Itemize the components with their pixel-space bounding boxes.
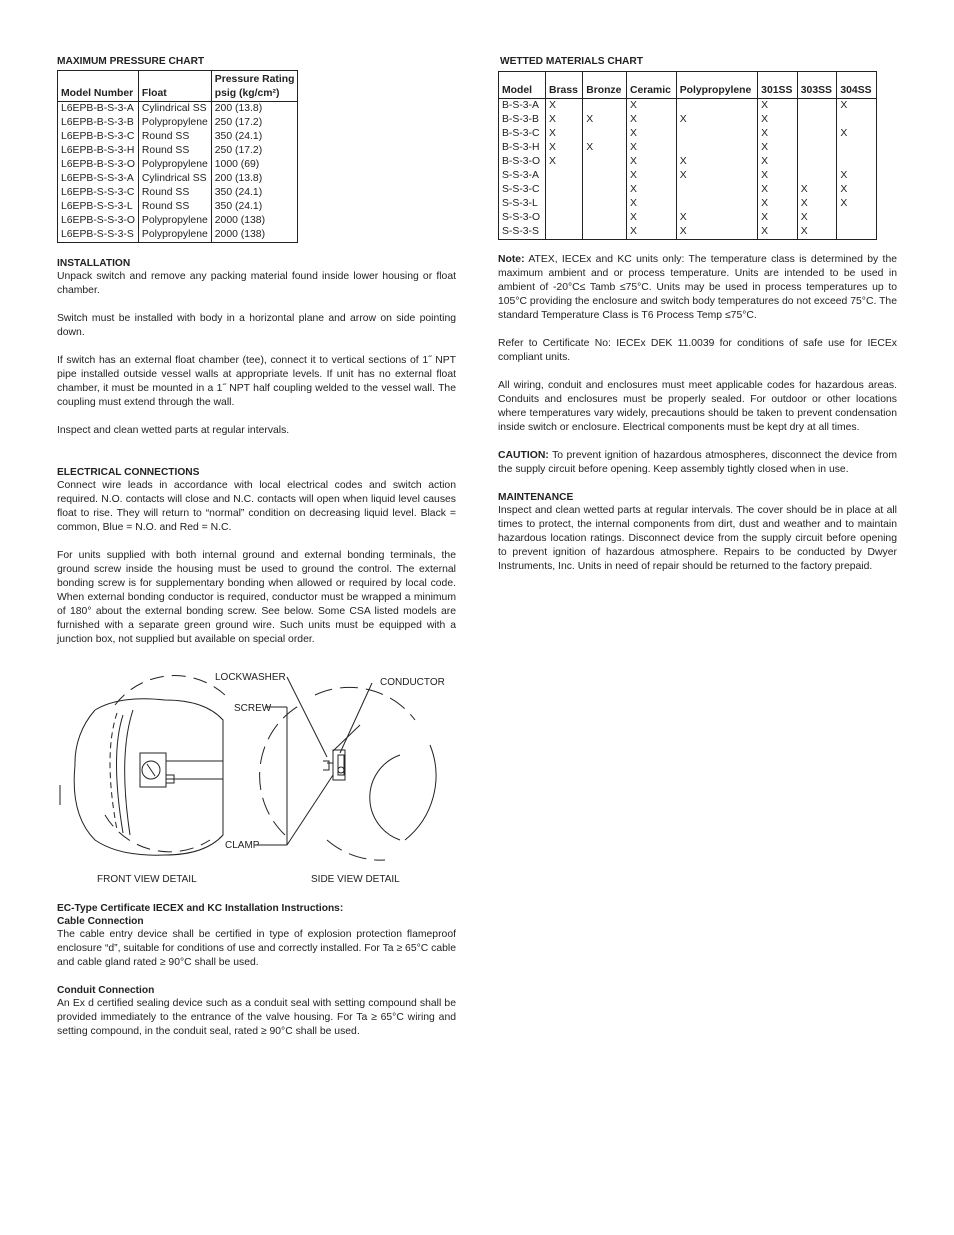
table-cell: X bbox=[797, 211, 837, 225]
table-cell: X bbox=[626, 155, 676, 169]
table-cell: X bbox=[626, 169, 676, 183]
installation-paragraph: If switch has an external float chamber (tee), connect it to vertical sections of 1˝ NPT pipe installed outside vessel walls at appropriate levels. If unit has no external float chamber, it must be mounted in a 1˝ NPT half coupling welded to the vessel wall. The coupling must extend through the wall. bbox=[57, 355, 456, 408]
table-cell: X bbox=[546, 99, 583, 114]
table-cell bbox=[797, 99, 837, 114]
table-cell bbox=[583, 211, 627, 225]
table-header-row bbox=[499, 72, 877, 99]
table-cell: X bbox=[676, 155, 757, 169]
table-row bbox=[499, 127, 877, 141]
table-cell: S-S-3-S bbox=[499, 225, 546, 240]
table-row bbox=[499, 99, 877, 114]
table-cell bbox=[676, 183, 757, 197]
table-cell: X bbox=[837, 169, 877, 183]
table-cell: Polypropylene bbox=[138, 158, 211, 172]
table-cell: B-S-3-O bbox=[499, 155, 546, 169]
table-cell: X bbox=[837, 99, 877, 114]
cable-connection-text: The cable entry device shall be certified in type of explosion protection flameproof enclosure “d”, suitable for conditions of use and correctly installed. For Ta ≥ 65°C cable and cable gland rated ≥ 90°C shall be used. bbox=[57, 929, 456, 968]
table-row bbox=[58, 214, 298, 228]
table-cell bbox=[583, 155, 627, 169]
side-view-label: SIDE VIEW DETAIL bbox=[311, 874, 400, 885]
table-cell: Round SS bbox=[138, 186, 211, 200]
table-cell: X bbox=[546, 127, 583, 141]
table-cell: B-S-3-H bbox=[499, 141, 546, 155]
table-cell: X bbox=[797, 197, 837, 211]
table-cell bbox=[797, 127, 837, 141]
table-cell: Cylindrical SS bbox=[138, 172, 211, 186]
table-cell: S-S-3-L bbox=[499, 197, 546, 211]
table-row bbox=[499, 141, 877, 155]
table-row bbox=[58, 158, 298, 172]
table-cell bbox=[797, 169, 837, 183]
table-row bbox=[58, 144, 298, 158]
electrical-paragraph: For units supplied with both internal ground and external bonding terminals, the ground screw inside the housing must be used to ground the control. The external bonding screw is for supplementary bonding when allowed or required by local code. When external bonding conductor is required, conductor must be wrapped a minimum of 180° about the external bonding screw. See below. Some CSA listed models are furnished with a separate green ground wire. Such units must be equipped with a junction box, not supplied but available on special order. bbox=[57, 550, 456, 645]
table-cell: X bbox=[626, 197, 676, 211]
table-cell: 200 (13.8) bbox=[211, 172, 298, 186]
side-view-drawing bbox=[255, 677, 436, 860]
header-cell: Brass bbox=[546, 72, 583, 99]
header-cell: Bronze bbox=[583, 72, 627, 99]
table-cell: X bbox=[626, 127, 676, 141]
wetted-table bbox=[498, 71, 877, 240]
table-cell: X bbox=[583, 113, 627, 127]
front-view-label: FRONT VIEW DETAIL bbox=[97, 874, 197, 885]
maintenance-title: MAINTENANCE bbox=[498, 492, 574, 503]
screw-label: SCREW bbox=[234, 703, 272, 714]
table-cell: 350 (24.1) bbox=[211, 200, 298, 214]
table-cell: X bbox=[837, 197, 877, 211]
table-cell: X bbox=[626, 99, 676, 114]
table-cell: Polypropylene bbox=[138, 228, 211, 243]
right-column bbox=[498, 55, 897, 574]
table-cell bbox=[583, 197, 627, 211]
table-cell: Cylindrical SS bbox=[138, 102, 211, 117]
note-paragraph bbox=[498, 253, 897, 323]
table-cell: Round SS bbox=[138, 130, 211, 144]
table-cell bbox=[797, 155, 837, 169]
installation-title: INSTALLATION bbox=[57, 258, 131, 269]
header-cell: Model bbox=[499, 72, 546, 99]
ec-type-title: EC-Type Certificate IECEX and KC Installation Instructions: bbox=[57, 903, 344, 914]
table-cell bbox=[797, 113, 837, 127]
front-view-drawing bbox=[60, 676, 225, 856]
header-cell: 303SS bbox=[797, 72, 837, 99]
table-cell: X bbox=[626, 211, 676, 225]
cable-connection-title: Cable Connection bbox=[57, 916, 144, 927]
wiring-paragraph: All wiring, conduit and enclosures must meet applicable codes for hazardous areas. Conduits and enclosures must be properly sealed. For outdoor or other locations where temperatures vary widely, precautions should be taken to prevent condensation inside switch or enclosure. Electrical components must be kept dry at all times. bbox=[498, 380, 897, 433]
table-cell: L6EPB-B-S-3-H bbox=[58, 144, 139, 158]
table-row bbox=[58, 102, 298, 117]
table-cell: 250 (17.2) bbox=[211, 116, 298, 130]
table-cell: L6EPB-B-S-3-A bbox=[58, 102, 139, 117]
table-cell: L6EPB-S-S-3-C bbox=[58, 186, 139, 200]
table-row bbox=[58, 116, 298, 130]
electrical-paragraph: Connect wire leads in accordance with local electrical codes and switch action required. N.O. contacts will close and N.C. contacts will open when liquid level causes float to rise. They will return to “normal” condition on decreasing liquid level. Black = common, Blue = N.O. and Red = N.C. bbox=[57, 480, 456, 533]
note-text: ATEX, IECEx and KC units only: The temperature class is determined by the maximum ambient and or process temperature. Units are intended to be used in ambient of -20°C≤ Tamb ≤75°C. Units may be used in process temperatures up to 105°C providing the enclosure and switch body temperatures do not exceed 75°C. The standard Temperature Class is T6 Process Temp ≤75°C. bbox=[498, 254, 897, 321]
table-cell bbox=[546, 197, 583, 211]
table-cell: X bbox=[758, 211, 798, 225]
table-cell: B-S-3-A bbox=[499, 99, 546, 114]
header-pressure-label: Pressure Rating bbox=[214, 74, 295, 85]
table-row bbox=[499, 169, 877, 183]
table-cell: 350 (24.1) bbox=[211, 186, 298, 200]
table-cell: X bbox=[676, 225, 757, 240]
table-cell: X bbox=[626, 183, 676, 197]
table-cell bbox=[546, 169, 583, 183]
table-cell: 200 (13.8) bbox=[211, 102, 298, 117]
table-cell: X bbox=[758, 197, 798, 211]
left-column bbox=[57, 55, 456, 647]
table-row bbox=[58, 200, 298, 214]
table-cell bbox=[797, 141, 837, 155]
table-cell bbox=[837, 211, 877, 225]
header-model-number: Model Number bbox=[58, 71, 139, 102]
table-cell: S-S-3-O bbox=[499, 211, 546, 225]
header-pressure-rating bbox=[211, 71, 298, 102]
table-cell bbox=[837, 155, 877, 169]
clamp-label: CLAMP bbox=[225, 840, 260, 851]
table-cell: X bbox=[626, 141, 676, 155]
table-cell: X bbox=[797, 183, 837, 197]
caution-label: CAUTION: bbox=[498, 450, 549, 461]
table-row bbox=[499, 183, 877, 197]
installation-paragraph: Switch must be installed with body in a horizontal plane and arrow on side pointing down. bbox=[57, 313, 456, 338]
table-cell bbox=[676, 141, 757, 155]
table-row bbox=[58, 172, 298, 186]
table-cell: L6EPB-B-S-3-B bbox=[58, 116, 139, 130]
table-cell: X bbox=[583, 141, 627, 155]
table-cell: 2000 (138) bbox=[211, 214, 298, 228]
table-cell bbox=[676, 99, 757, 114]
table-cell bbox=[546, 211, 583, 225]
table-cell: L6EPB-S-S-3-S bbox=[58, 228, 139, 243]
caution-paragraph bbox=[498, 449, 897, 477]
header-cell: Ceramic bbox=[626, 72, 676, 99]
table-cell bbox=[546, 183, 583, 197]
table-cell: L6EPB-S-S-3-A bbox=[58, 172, 139, 186]
table-cell: X bbox=[837, 183, 877, 197]
installation-paragraph: Inspect and clean wetted parts at regular intervals. bbox=[57, 425, 290, 436]
table-cell: S-S-3-C bbox=[499, 183, 546, 197]
maintenance-text: Inspect and clean wetted parts at regular intervals. The cover should be in place at all times to protect, the internal components from dirt, dust and weather and to maintain hazardous location ratings. Disconnect device from the supply circuit before opening to prevent ignition of hazardous atmosphere. Repairs to be conducted by Dwyer Instruments, Inc. Units in need of repair should be returned to the factory prepaid. bbox=[498, 505, 897, 572]
table-cell: L6EPB-B-S-3-O bbox=[58, 158, 139, 172]
table-cell: X bbox=[758, 155, 798, 169]
table-cell: 1000 (69) bbox=[211, 158, 298, 172]
table-row bbox=[499, 225, 877, 240]
table-cell: B-S-3-C bbox=[499, 127, 546, 141]
table-cell: X bbox=[758, 113, 798, 127]
wetted-chart-title: WETTED MATERIALS CHART bbox=[500, 56, 643, 67]
header-cell: 304SS bbox=[837, 72, 877, 99]
table-cell: X bbox=[546, 141, 583, 155]
table-cell bbox=[676, 127, 757, 141]
table-row bbox=[58, 228, 298, 243]
lockwasher-label: LOCKWASHER bbox=[215, 672, 286, 683]
table-cell: 2000 (138) bbox=[211, 228, 298, 243]
table-cell: L6EPB-S-S-3-O bbox=[58, 214, 139, 228]
table-header-row bbox=[58, 71, 298, 102]
caution-text: To prevent ignition of hazardous atmospheres, disconnect the device from the supply circuit before opening. Keep assembly tightly closed when in use. bbox=[498, 450, 897, 475]
table-cell: X bbox=[546, 113, 583, 127]
table-cell: Polypropylene bbox=[138, 214, 211, 228]
pressure-chart-title: MAXIMUM PRESSURE CHART bbox=[57, 56, 205, 67]
table-cell bbox=[583, 183, 627, 197]
table-cell: X bbox=[546, 155, 583, 169]
table-cell: S-S-3-A bbox=[499, 169, 546, 183]
table-cell: 250 (17.2) bbox=[211, 144, 298, 158]
table-cell: B-S-3-B bbox=[499, 113, 546, 127]
pressure-table bbox=[57, 70, 298, 243]
table-cell: Polypropylene bbox=[138, 116, 211, 130]
table-cell bbox=[837, 225, 877, 240]
table-cell: X bbox=[676, 211, 757, 225]
table-cell: X bbox=[758, 141, 798, 155]
table-row bbox=[58, 186, 298, 200]
table-cell: Round SS bbox=[138, 200, 211, 214]
table-cell: L6EPB-B-S-3-C bbox=[58, 130, 139, 144]
table-cell: 350 (24.1) bbox=[211, 130, 298, 144]
table-cell bbox=[583, 169, 627, 183]
header-cell: Polypropylene bbox=[676, 72, 757, 99]
table-row bbox=[499, 155, 877, 169]
electrical-title: ELECTRICAL CONNECTIONS bbox=[57, 467, 200, 478]
table-cell: X bbox=[758, 99, 798, 114]
table-row bbox=[58, 130, 298, 144]
table-cell: X bbox=[626, 225, 676, 240]
table-row bbox=[499, 197, 877, 211]
bonding-diagram bbox=[55, 665, 455, 890]
table-cell: X bbox=[837, 127, 877, 141]
table-cell: X bbox=[626, 113, 676, 127]
table-row bbox=[499, 211, 877, 225]
conductor-label: CONDUCTOR bbox=[380, 677, 445, 688]
table-cell bbox=[837, 141, 877, 155]
installation-paragraph: Unpack switch and remove any packing material found inside lower housing or float chamber. bbox=[57, 271, 456, 296]
table-cell: X bbox=[676, 113, 757, 127]
conduit-connection-title: Conduit Connection bbox=[57, 985, 155, 996]
table-cell bbox=[546, 225, 583, 240]
header-cell: 301SS bbox=[758, 72, 798, 99]
table-cell bbox=[583, 99, 627, 114]
table-cell: X bbox=[758, 127, 798, 141]
table-cell bbox=[583, 225, 627, 240]
table-cell: X bbox=[797, 225, 837, 240]
note-label: Note: bbox=[498, 254, 525, 265]
table-cell: X bbox=[676, 169, 757, 183]
table-row bbox=[499, 113, 877, 127]
table-cell: L6EPB-S-S-3-L bbox=[58, 200, 139, 214]
ec-type-section bbox=[57, 902, 456, 1039]
table-cell: X bbox=[758, 225, 798, 240]
table-cell bbox=[676, 197, 757, 211]
header-pressure-unit: psig (kg/cm²) bbox=[214, 88, 280, 99]
table-cell: X bbox=[758, 183, 798, 197]
table-cell bbox=[837, 113, 877, 127]
table-cell: Round SS bbox=[138, 144, 211, 158]
certificate-paragraph: Refer to Certificate No: IECEx DEK 11.0039 for conditions of safe use for IECEx compliant units. bbox=[498, 338, 897, 363]
table-cell bbox=[583, 127, 627, 141]
header-float: Float bbox=[138, 71, 211, 102]
conduit-connection-text: An Ex d certified sealing device such as a conduit seal with setting compound shall be provided immediately to the entrance of the valve housing. For Ta ≥ 65°C wiring and setting compound, in the conduit seal, rated ≥ 90°C shall be used. bbox=[57, 998, 456, 1037]
table-cell: X bbox=[758, 169, 798, 183]
